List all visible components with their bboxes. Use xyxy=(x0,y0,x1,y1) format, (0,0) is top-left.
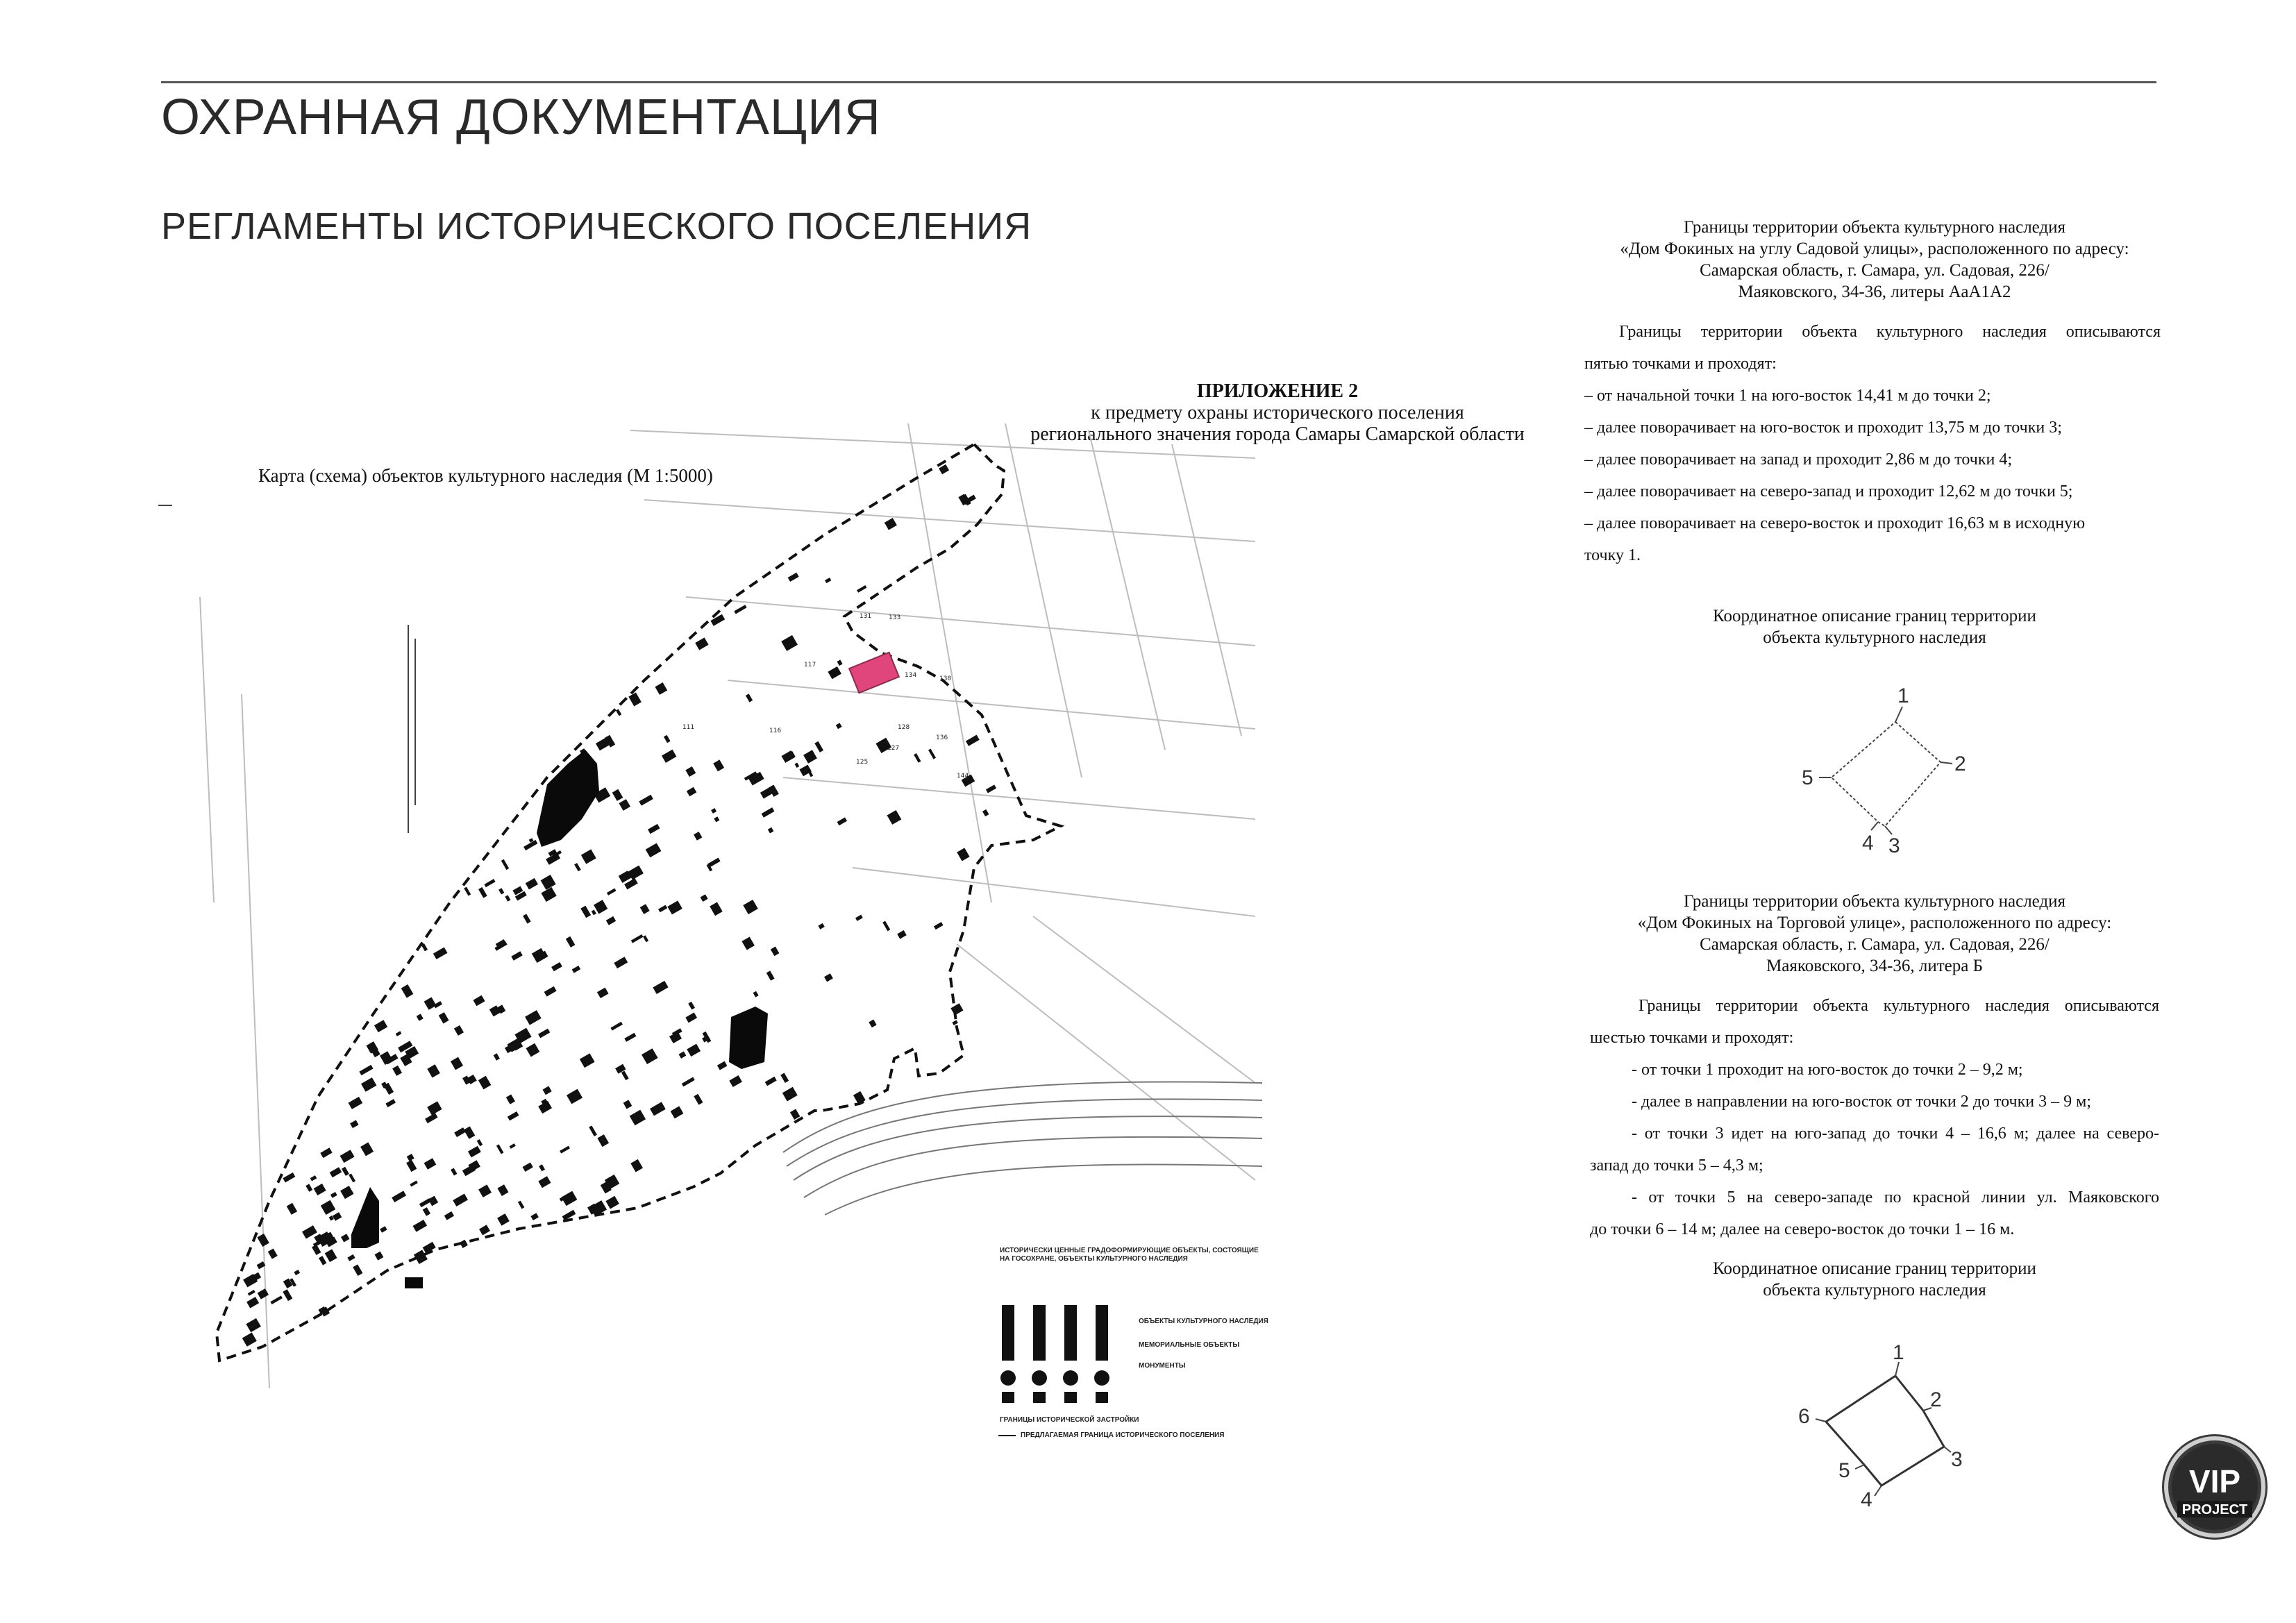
building-block xyxy=(616,709,621,716)
section1-point-4: 4 xyxy=(1862,832,1874,855)
building-block xyxy=(885,518,897,530)
section2-intro: Границы территории объекта культурного наследия описываются xyxy=(1639,997,2159,1015)
map-left-lines xyxy=(158,505,415,833)
building-block xyxy=(619,799,630,811)
building-block xyxy=(392,1066,402,1076)
building-block xyxy=(294,1270,300,1275)
building-block xyxy=(246,1297,259,1308)
building-block xyxy=(869,1020,876,1028)
building-block xyxy=(439,1012,449,1023)
building-block xyxy=(667,900,682,914)
building-block xyxy=(580,1053,595,1068)
building-block xyxy=(287,1203,297,1215)
building-block xyxy=(258,1288,269,1300)
legend-item-memorial: МЕМОРИАЛЬНЫЕ ОБЪЕКТЫ xyxy=(1139,1341,1240,1349)
building-block xyxy=(392,1191,406,1202)
building-block xyxy=(406,1160,417,1172)
building-block xyxy=(653,981,668,994)
building-block xyxy=(566,936,576,948)
building-block xyxy=(396,1031,402,1036)
landmark-building-3 xyxy=(351,1187,379,1248)
building-block xyxy=(257,1234,269,1247)
building-block xyxy=(572,966,581,973)
building-block xyxy=(401,984,414,998)
building-block xyxy=(342,1167,349,1176)
building-block xyxy=(766,970,775,980)
building-block xyxy=(468,1146,481,1158)
building-block xyxy=(421,943,428,951)
building-block xyxy=(640,904,650,914)
building-block xyxy=(679,1052,687,1059)
building-block xyxy=(484,879,495,887)
building-block xyxy=(473,995,485,1007)
building-block xyxy=(314,1184,326,1195)
building-block xyxy=(424,1158,437,1169)
building-block xyxy=(561,1191,577,1206)
building-blocks xyxy=(242,464,996,1347)
building-block xyxy=(687,1044,701,1057)
building-block xyxy=(497,1184,508,1196)
building-block xyxy=(428,1196,438,1206)
section2-coord-title xyxy=(1520,1258,2229,1301)
building-block xyxy=(658,905,667,913)
building-block xyxy=(662,750,676,763)
section1-title-line-1: Границы территории объекта культурного наследия xyxy=(1683,218,2066,237)
section1-boundary-diagram xyxy=(1777,680,1986,861)
section2-boundary-diagram xyxy=(1777,1333,2000,1513)
settlement-boundary xyxy=(217,444,1061,1361)
section1-intro-2: пятью точками и проходят: xyxy=(1584,355,1777,373)
section1-coord-title xyxy=(1520,605,2229,648)
building-block xyxy=(939,464,949,474)
building-block xyxy=(477,1139,483,1146)
building-block xyxy=(310,1175,317,1181)
building-block xyxy=(543,1086,552,1095)
section1-title-line-2: «Дом Фокиных на углу Садовой улицы», расположенного по адресу: xyxy=(1620,239,2129,258)
building-block xyxy=(248,1290,255,1296)
building-block xyxy=(795,763,800,768)
building-block xyxy=(897,930,907,939)
svg-text:128: 128 xyxy=(898,724,910,731)
building-block xyxy=(685,766,696,777)
building-block xyxy=(544,986,557,997)
building-block xyxy=(478,1184,492,1197)
building-block xyxy=(340,1186,353,1199)
building-block xyxy=(464,886,471,895)
building-block xyxy=(283,1172,295,1183)
section2-point-5: 5 xyxy=(1838,1459,1850,1482)
section2-point-2: 2 xyxy=(1930,1388,1942,1411)
building-block xyxy=(526,1043,540,1057)
building-block xyxy=(729,1075,742,1087)
building-block xyxy=(525,1010,542,1025)
building-block xyxy=(497,1213,510,1226)
appendix-title: ПРИЛОЖЕНИЕ 2 xyxy=(1196,380,1359,402)
section2-title xyxy=(1520,891,2229,977)
building-block xyxy=(427,1064,440,1077)
building-block xyxy=(914,753,921,763)
building-block xyxy=(624,1033,636,1042)
building-block xyxy=(711,808,717,814)
building-block xyxy=(560,1146,570,1154)
building-block xyxy=(347,1254,355,1261)
building-block xyxy=(592,910,596,916)
building-block xyxy=(788,573,799,582)
section1-text xyxy=(1584,316,2161,571)
building-block xyxy=(714,816,719,822)
building-block xyxy=(451,1057,463,1070)
building-block xyxy=(814,741,823,752)
building-block xyxy=(341,1234,349,1242)
building-block xyxy=(781,635,798,651)
building-block xyxy=(320,1147,332,1158)
svg-text:144: 144 xyxy=(957,773,969,780)
building-block xyxy=(478,887,487,898)
building-block xyxy=(361,1077,376,1092)
section2-item-5: - от точки 5 на северо-западе по красной линии ул. Маяковского xyxy=(1632,1188,2159,1206)
building-block xyxy=(353,1264,362,1276)
building-block xyxy=(710,902,723,916)
section1-coord-title-line-1: Координатное описание границ территории xyxy=(1713,607,2036,625)
building-block xyxy=(523,1163,533,1172)
building-block xyxy=(359,1065,373,1075)
building-block xyxy=(685,1013,697,1023)
section1-title-line-4: Маяковского, 34-36, литеры АаА1А2 xyxy=(1738,283,2011,301)
building-block xyxy=(606,916,616,925)
building-block xyxy=(734,605,746,614)
building-block xyxy=(836,723,842,729)
building-block xyxy=(701,894,708,902)
building-block xyxy=(410,1181,417,1187)
building-block xyxy=(594,900,607,914)
section2-title-line-1: Границы территории объекта культурного наследия xyxy=(1683,892,2066,911)
legend-boundary-title: ГРАНИЦЫ ИСТОРИЧЕСКОЙ ЗАСТРОЙКИ xyxy=(1000,1416,1139,1424)
building-block xyxy=(650,1102,666,1116)
building-block xyxy=(762,807,775,818)
legend-item-monuments: МОНУМЕНТЫ xyxy=(1139,1362,1186,1370)
building-block xyxy=(325,1249,337,1262)
building-block xyxy=(580,906,591,918)
landmark-building-1 xyxy=(537,750,599,847)
section2-point-6: 6 xyxy=(1798,1405,1810,1428)
appendix-line-2: к предмету охраны исторического поселения xyxy=(1091,402,1464,423)
building-block xyxy=(782,1087,798,1102)
building-block xyxy=(424,997,437,1009)
building-block xyxy=(753,991,759,998)
building-block xyxy=(887,810,902,825)
building-block xyxy=(518,1201,524,1209)
building-block xyxy=(837,817,847,825)
building-block xyxy=(270,1295,282,1304)
building-block xyxy=(694,1094,703,1105)
building-block xyxy=(506,1094,515,1104)
vip-project-logo xyxy=(2159,1431,2270,1542)
building-block xyxy=(818,923,824,930)
building-block xyxy=(687,787,697,796)
building-block xyxy=(966,735,980,746)
building-block xyxy=(321,1200,335,1215)
section1-item-6: точку 1. xyxy=(1584,546,1641,564)
section2-item-2: - далее в направлении на юго-восток от точки 2 до точки 3 – 9 м; xyxy=(1632,1093,2091,1111)
header-rule xyxy=(161,81,2156,83)
building-block xyxy=(828,666,841,679)
building-block xyxy=(957,848,969,861)
section1-coord-title-line-2: объекта культурного наследия xyxy=(1763,628,1986,647)
svg-text:125: 125 xyxy=(856,759,869,766)
building-block xyxy=(597,1134,609,1147)
section2-item-3: - от точки 3 идет на юго-запад до точки 4 – 16,6 м; далее на северо- xyxy=(1632,1125,2159,1143)
building-block xyxy=(780,1073,789,1084)
building-block xyxy=(639,795,653,806)
building-block xyxy=(790,1109,800,1120)
building-block xyxy=(713,759,724,771)
building-block xyxy=(375,1252,384,1261)
building-block xyxy=(333,1212,342,1221)
building-block xyxy=(413,1220,428,1232)
building-block xyxy=(574,863,581,871)
building-block xyxy=(510,1143,516,1149)
section2-intro-2: шестью точками и проходят: xyxy=(1590,1029,1794,1047)
building-block xyxy=(523,914,531,923)
building-block xyxy=(631,934,644,943)
building-block xyxy=(541,875,556,890)
building-block xyxy=(746,693,753,702)
building-block xyxy=(350,1120,358,1128)
svg-text:127: 127 xyxy=(887,745,900,752)
building-block xyxy=(453,1194,468,1207)
building-block xyxy=(642,1048,658,1064)
building-block xyxy=(539,1164,545,1171)
building-block xyxy=(928,749,936,759)
section2-coord-title-line-2: объекта культурного наследия xyxy=(1763,1281,1986,1300)
section2-point-3: 3 xyxy=(1951,1448,1963,1471)
building-block xyxy=(986,784,996,793)
building-block xyxy=(508,1111,519,1120)
building-block xyxy=(688,1002,695,1010)
building-block xyxy=(451,1168,457,1176)
section1-intro: Границы территории объекта культурного наследия описываются xyxy=(1619,323,2161,341)
section2-point-4: 4 xyxy=(1861,1488,1872,1511)
section1-item-2: – далее поворачивает на юго-восток и проходит 13,75 м до точки 3; xyxy=(1584,419,2062,437)
building-block xyxy=(380,1226,387,1232)
building-block xyxy=(768,827,774,834)
building-block xyxy=(498,888,504,894)
section1-point-1: 1 xyxy=(1897,684,1909,707)
svg-text:111: 111 xyxy=(682,724,695,731)
building-block xyxy=(765,1077,777,1086)
section2-title-line-4: Маяковского, 34-36, литера Б xyxy=(1766,957,1983,975)
building-block xyxy=(612,789,623,801)
landmark-building-2 xyxy=(729,1007,768,1069)
section2-item-1: - от точки 1 проходит на юго-восток до точки 2 – 9,2 м; xyxy=(1632,1061,2023,1079)
landmark-building-4 xyxy=(405,1277,423,1288)
building-block xyxy=(671,1106,684,1118)
highlighted-parcel xyxy=(849,653,899,693)
section2-item-6: до точки 6 – 14 м; далее на северо-восток до точки 1 – 16 м. xyxy=(1590,1220,2015,1238)
svg-text:136: 136 xyxy=(936,734,948,741)
building-block xyxy=(857,585,866,593)
building-block xyxy=(855,915,863,921)
section1-point-3: 3 xyxy=(1888,834,1900,857)
building-block xyxy=(305,1184,312,1192)
building-block xyxy=(434,1001,442,1008)
building-block xyxy=(743,900,757,914)
section1-point-5: 5 xyxy=(1802,766,1813,789)
logo-line-2: PROJECT xyxy=(2181,1502,2248,1517)
legend-title: ИСТОРИЧЕСКИ ЦЕННЫЕ ГРАДОФОРМИРУЮЩИЕ ОБЪЕКТЫ, СОСТОЯЩИЕ НА ГОСОХРАНЕ, ОБЪЕКТЫ КУЛЬТУРНОГО НАСЛЕДИЯ xyxy=(1000,1247,1259,1263)
building-block xyxy=(669,1032,682,1043)
building-block xyxy=(246,1318,260,1332)
section1-item-1: – от начальной точки 1 на юго-восток 14,41 м до точки 2; xyxy=(1584,387,1991,405)
building-block xyxy=(330,1167,342,1177)
building-block xyxy=(417,1014,424,1020)
section1-item-4: – далее поворачивает на северо-запад и проходит 12,62 м до точки 5; xyxy=(1584,482,2073,501)
svg-text:116: 116 xyxy=(769,728,782,734)
building-block xyxy=(460,1240,468,1248)
building-block xyxy=(385,1099,396,1107)
building-block xyxy=(682,1077,695,1087)
building-block xyxy=(952,1020,957,1025)
section1-title xyxy=(1520,217,2229,303)
legend-item-heritage: ОБЪЕКТЫ КУЛЬТУРНОГО НАСЛЕДИЯ xyxy=(1139,1318,1268,1325)
section2-text xyxy=(1590,990,2159,1245)
page-subtitle: РЕГЛАМЕНТЫ ИСТОРИЧЕСКОГО ПОСЕЛЕНИЯ xyxy=(161,205,1032,247)
building-block xyxy=(607,889,617,895)
page-title: ОХРАННАЯ ДОКУМЕНТАЦИЯ xyxy=(161,90,881,145)
building-block xyxy=(454,1127,466,1137)
svg-text:117: 117 xyxy=(804,662,816,668)
building-block xyxy=(242,1333,257,1347)
building-block xyxy=(319,1256,326,1265)
building-block xyxy=(597,988,609,998)
section2-title-line-2: «Дом Фокиных на Торговой улице», расположенного по адресу: xyxy=(1637,914,2112,932)
building-block xyxy=(433,948,448,959)
building-block xyxy=(538,1176,551,1188)
building-block xyxy=(982,809,989,816)
building-block xyxy=(530,1213,539,1220)
map-caption: Карта (схема) объектов культурного наследия (М 1:5000) xyxy=(258,465,713,486)
building-block xyxy=(630,1110,646,1126)
building-block xyxy=(655,682,667,695)
river-band xyxy=(783,1082,1262,1215)
building-block xyxy=(623,1100,632,1109)
appendix-line-3: регионального значения города Самары Самарской области xyxy=(1030,423,1525,445)
building-block xyxy=(694,832,702,841)
building-block xyxy=(478,1076,492,1090)
svg-text:134: 134 xyxy=(905,672,917,679)
building-block xyxy=(526,878,538,890)
section2-item-4: запад до точки 5 – 4,3 м; xyxy=(1590,1157,1763,1175)
section1-boundary-polygon xyxy=(1832,722,1941,826)
building-block xyxy=(771,947,780,957)
section2-point-1: 1 xyxy=(1893,1341,1904,1364)
svg-text:131: 131 xyxy=(860,613,872,620)
section1-item-5: – далее поворачивает на северо-восток и проходит 16,63 м в исходную xyxy=(1584,514,2086,532)
building-block xyxy=(360,1143,374,1157)
building-block xyxy=(551,962,562,971)
section2-coord-title-line-1: Координатное описание границ территории xyxy=(1713,1259,2036,1278)
building-block xyxy=(444,1211,454,1220)
building-block xyxy=(340,1150,355,1163)
building-block xyxy=(628,693,642,707)
building-block xyxy=(717,1061,728,1070)
building-block xyxy=(741,937,755,950)
building-block xyxy=(825,578,831,583)
building-block xyxy=(695,637,708,650)
building-block xyxy=(538,1029,550,1038)
building-block xyxy=(268,1249,278,1259)
building-block xyxy=(464,1126,475,1138)
section1-point-2: 2 xyxy=(1954,752,1966,775)
building-block xyxy=(837,659,843,666)
building-block xyxy=(824,973,833,982)
svg-text:133: 133 xyxy=(889,614,901,621)
building-block xyxy=(427,1101,442,1115)
building-block xyxy=(349,1174,355,1183)
parcel-numbers xyxy=(682,613,969,780)
building-block xyxy=(283,1289,292,1301)
building-block xyxy=(496,1144,504,1154)
building-block xyxy=(614,957,628,968)
building-block xyxy=(501,859,509,870)
building-block xyxy=(630,1159,643,1172)
building-block xyxy=(803,750,817,763)
building-block xyxy=(648,824,660,834)
section1-item-3: – далее поворачивает на запад и проходит 2,86 м до точки 4; xyxy=(1584,451,2013,469)
building-block xyxy=(621,1071,629,1081)
building-block xyxy=(605,1196,619,1209)
building-block xyxy=(541,887,556,902)
building-block xyxy=(646,843,662,857)
building-block xyxy=(479,1225,490,1235)
svg-text:138: 138 xyxy=(939,675,952,682)
legend-boundary-item: ПРЕДЛАГАЕМАЯ ГРАНИЦА ИСТОРИЧЕСКОГО ПОСЕЛЕНИЯ xyxy=(1021,1431,1225,1439)
building-block xyxy=(950,1003,963,1015)
logo-line-1: VIP xyxy=(2188,1463,2241,1499)
building-block xyxy=(494,1053,500,1060)
section2-title-line-3: Самарская область, г. Самара, ул. Садовая, 226/ xyxy=(1700,935,2050,954)
building-block xyxy=(581,849,596,864)
building-block xyxy=(567,1089,583,1104)
building-block xyxy=(423,1207,430,1216)
building-block xyxy=(349,1097,363,1109)
building-block xyxy=(610,1022,623,1031)
building-block xyxy=(664,735,671,743)
heritage-map xyxy=(158,417,1262,1437)
building-block xyxy=(589,1125,597,1136)
building-block xyxy=(643,935,648,942)
section1-title-line-3: Самарская область, г. Самара, ул. Садовая, 226/ xyxy=(1700,261,2050,280)
building-block xyxy=(511,951,522,960)
building-block xyxy=(407,1154,414,1161)
building-block xyxy=(454,1025,464,1036)
building-block xyxy=(330,1192,337,1198)
building-block xyxy=(374,1020,387,1032)
building-block xyxy=(934,922,944,930)
building-block xyxy=(532,948,546,963)
building-block xyxy=(882,921,890,932)
building-block xyxy=(505,895,510,901)
